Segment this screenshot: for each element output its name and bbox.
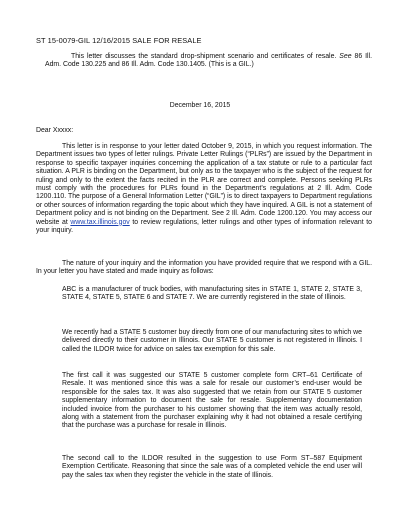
summary-text: This letter discusses the standard drop-shipment scenario and certificates of resale. [71,53,337,60]
quoted-paragraph: ABC is a manufacturer of truck bodies, with manufacturing sites in STATE 1, STATE 2, STATE 3, STATE 4, STATE 5, STATE 6 and STATE 7. We are currently registered in the state of Illinois. [62,286,362,302]
quoted-paragraph: The first call it was suggested our STATE 5 customer complete form CRT–61 Certificate of Resale. It was mentioned since this was a sale for resale our customer’s end-user would be responsible for the sales tax. It was also suggested that we retain from our STATE 5 customer supplementary information to document the sale for resale. Supplementary documentation included invoice from the purchaser to his customer showing that the item was actually resold, along with a statement from the purchaser explaining why it had not obtained a resale certifying that the purchase was a purchase for resale in Illinois. [62,372,362,430]
summary-refs: 86 Ill. Adm. Code 130.225 and 86 Ill. Adm. Code 130.1405. (This is a GIL.) [45,53,373,69]
document-header: ST 15-0079-GIL 12/16/2015 SALE FOR RESALE [36,36,202,45]
website-link[interactable]: www.tax.illinois.gov [70,218,130,226]
summary-see: See [339,53,352,60]
intro-paragraph [36,143,372,235]
intro-text-end: to review regulations, letter rulings and other types of information relevant to your inquiry. [36,218,372,235]
intro-text: This letter is in response to your letter dated October 9, 2015, in which you request information. The Department issues two types of letter rulings. Private Letter Rulings (“PLRs”) are issued by the Department in response to specific taxpayer inquiries concerning the application of a tax statute or rule to a particular fact situation. A PLR is binding on the Department, but only as to the taxpayer who is the subject of the request for ruling and only to the extent the facts recited in the PLR are correct and complete. Persons seeking PLRs must comply with the procedures for PLRs found in the Department’s regulations at 2 Ill. Adm. Code 1200.110. The purpose of a General Information Letter (“GIL”) is to direct taxpayers to Department regulations or other sources of information regarding the topic about which they have inquired. A GIL is not a statement of Department policy and is not binding on the Department. See 2 Ill. Adm. Code 1200.120. You may access our website at [36,143,372,226]
quoted-paragraph: We recently had a STATE 5 customer buy directly from one of our manufacturing sites to which we delivered directly to their customer in Illinois. Our STATE 5 customer is not registered in Illinois. I called the ILDOR twice for advice on sales tax exemption for this sale. [62,329,362,353]
summary-paragraph [45,53,372,70]
salutation: Dear Xxxxx: [36,127,74,134]
letter-date: December 16, 2015 [169,102,231,109]
quoted-paragraph: The second call to the ILDOR resulted in the suggestion to use Form ST–587 Equipment Exemption Certificate. Reasoning that since the sale was of a completed vehicle the end user will pay the sales tax when they register the vehicle in the state of Illinois. [62,455,362,479]
inquiry-paragraph: The nature of your inquiry and the information you have provided require that we respond with a GIL. In your letter you have stated and made inquiry as follows: [36,260,372,276]
